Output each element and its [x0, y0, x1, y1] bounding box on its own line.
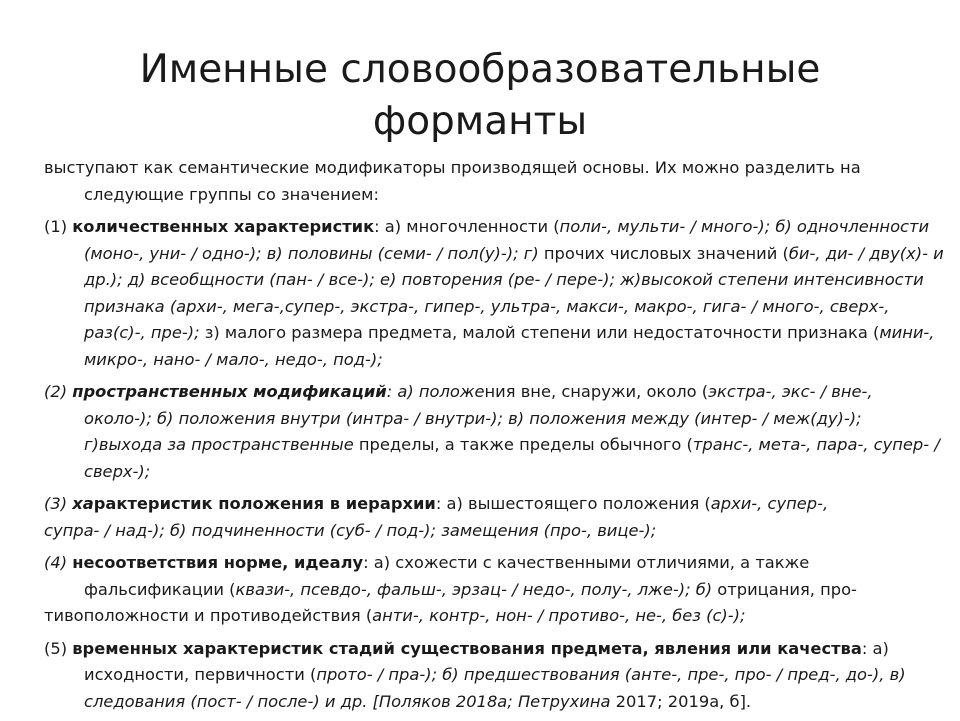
- group-1-text-5: ре- / пере-); ж)высокой степени интенсивности признака (архи-, мега-,супер-, экстра-, гипер-, ультра-, макси-, макро-, гига- / много-, сверх-, раз(с)-, пре-);: [84, 270, 924, 342]
- group-2-paragraph: [44, 379, 944, 485]
- group-4-text-5: анти-, контр-, нон- / противо-, не-, без (с)-);: [372, 606, 746, 625]
- group-2-text-4: пределы, а также пределы обычного (: [353, 435, 693, 454]
- group-2-text-2: ния вне, снаружи, около (: [484, 382, 709, 401]
- group-3-heading-start: ха: [72, 494, 94, 513]
- group-1-text-6: з) малого размера предмета, малой степени или недостаточности признака (: [199, 323, 880, 342]
- group-4-text-3: отрицания, про-: [712, 579, 857, 599]
- group-1-number: (1): [44, 217, 73, 236]
- group-5-text-1: : а) исходности, первичности (: [84, 638, 889, 684]
- group-3-text-2: архи-, супер-,: [710, 494, 829, 513]
- group-3-heading: рактеристик положения в иерархии: [93, 494, 436, 513]
- group-3-text-3: супра- / над-); б) подчиненности (суб- / под-); замещения (про-, вице-);: [44, 520, 657, 540]
- slide-title: [0, 44, 960, 148]
- group-5-number: (5): [44, 638, 73, 658]
- group-4-heading: несоответствия норме, идеалу: [72, 553, 364, 572]
- title-line-2: форманты: [372, 99, 588, 144]
- group-2-number: (2): [44, 382, 73, 401]
- group-4-paragraph: [44, 550, 944, 603]
- group-2-text-3: экстра-, экс- / вне-, около-); б) положения внутри (интра- / внутри-); в) положения между (интер- / меж(ду)-); г)выхода за пространственные: [84, 382, 873, 454]
- group-4-continuation: [44, 603, 944, 630]
- group-4-number: (4): [44, 553, 73, 572]
- group-1-text-1: : а) многочленности (: [374, 217, 560, 236]
- intro-paragraph: выступают как семантические модификаторы производящей основы. Их можно разделить на следующие группы со значением:: [44, 158, 861, 204]
- group-3-text-1: : а) вышестоящего положения (: [435, 494, 711, 513]
- group-5-heading: временных характеристик стадий существования предмета, явления или качества: [72, 638, 862, 658]
- group-3-paragraph: [44, 491, 944, 518]
- group-1-heading: количественных характеристик: [72, 217, 375, 236]
- title-line-1: Именные словообразовательные: [139, 47, 821, 92]
- group-1-text-3: прочих числовых значений (: [538, 243, 789, 263]
- group-2-text-5: транс-, мета-, пара-, супер- / сверх-);: [84, 435, 940, 481]
- group-1-paragraph: [44, 214, 944, 373]
- group-4-text-1: : а) схожести с качественными отличиями, а также фальсификации (: [84, 553, 810, 599]
- group-3-continuation: [44, 518, 944, 545]
- group-2-text-1: : а) положе: [386, 382, 485, 401]
- group-1-text-7: мини-, микро-, нано- / мало-, недо-, под-);: [84, 323, 935, 369]
- group-5-text-2: прото- / пра-); б) предшествования (анте-, пре-, про- / пред-, до-), в) следования (пост- / после-) и др. [Поляков 2018а; Петрухина: [84, 665, 906, 711]
- group-1-text-2: поли-, мульти- / много-); б) одночленности (моно-, уни- / одно-); в) половины (семи- / пол(у)-); г): [84, 217, 930, 263]
- group-5-text-3: 2017; 2019а, б].: [610, 691, 752, 711]
- slide-body: [44, 155, 944, 721]
- group-5-paragraph: [44, 636, 944, 716]
- group-4-text-2: квази-, псевдо-, фальш-, эрзац- / недо-, полу-, лже-); б): [235, 579, 713, 599]
- group-3-number: (3): [44, 494, 73, 513]
- group-1-text-4: би-, ди- / дву(х)- и др.); д) всеобщности (пан- / все-); е) повторения (: [84, 243, 944, 289]
- group-2-heading: пространственных модификаций: [72, 382, 387, 401]
- group-4-text-4: тивоположности и противодействия (: [44, 606, 373, 625]
